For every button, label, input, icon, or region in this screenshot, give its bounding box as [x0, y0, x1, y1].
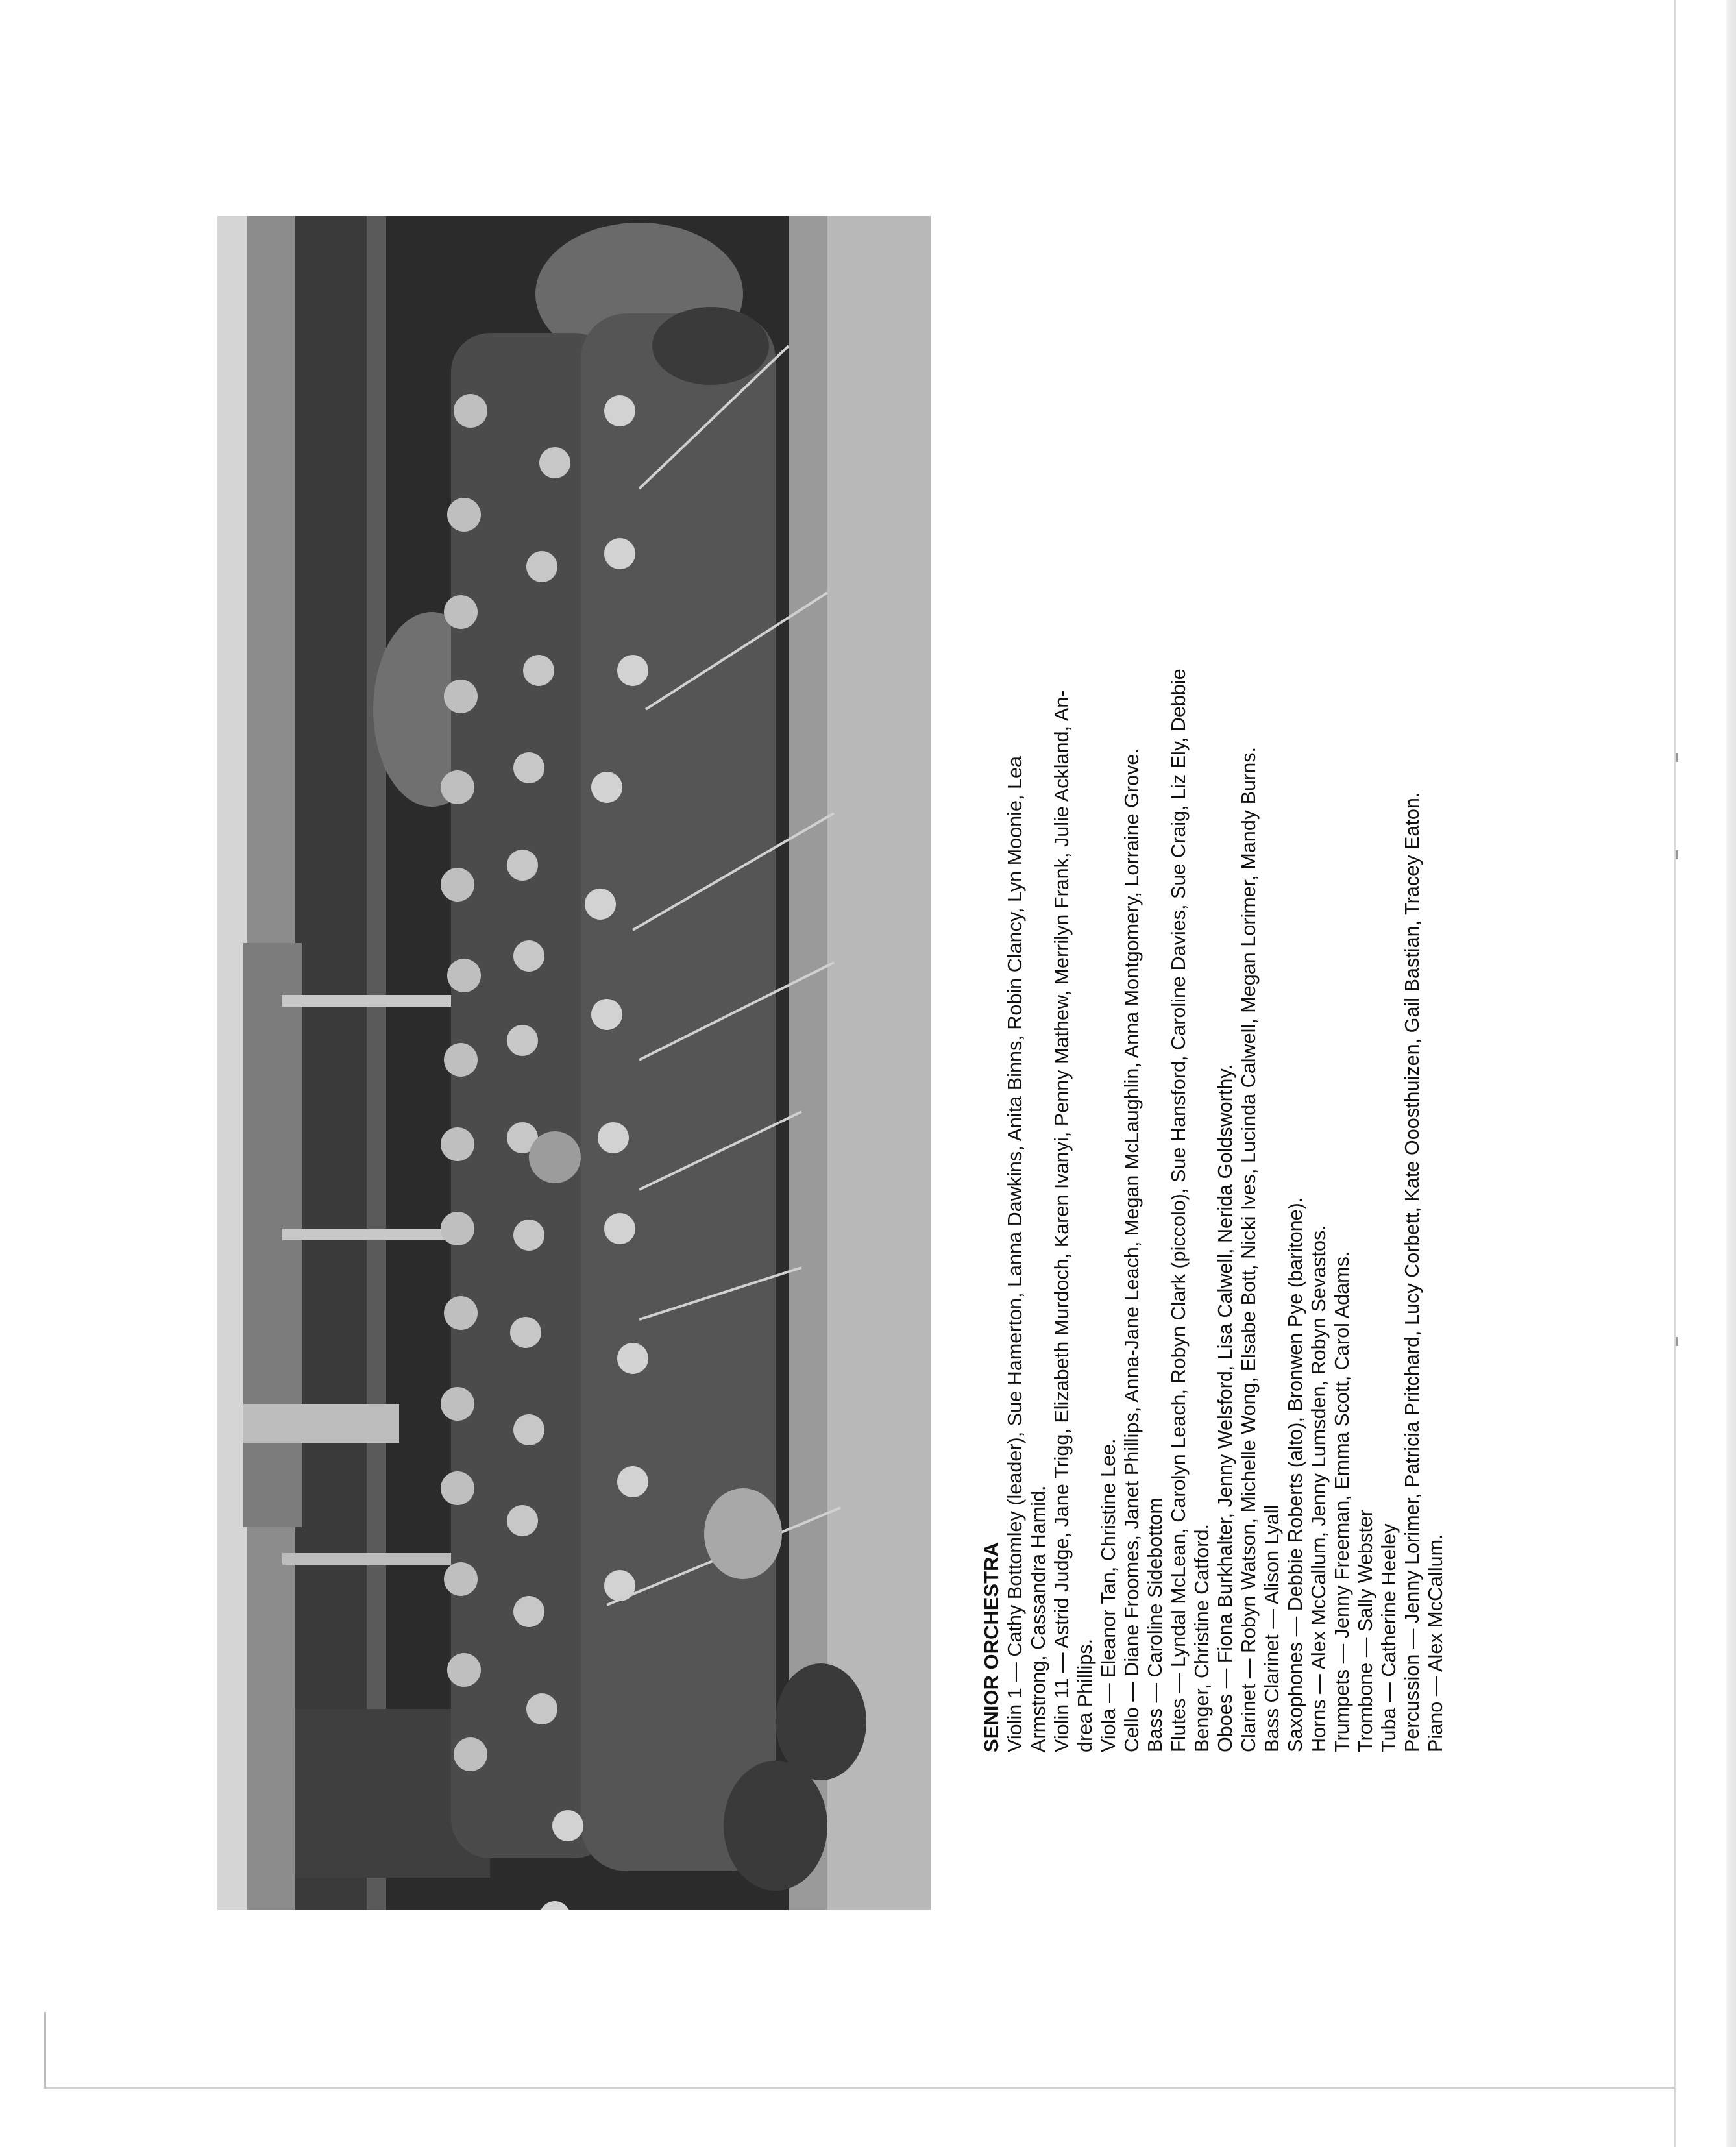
caption-line-cello: Cello — Diane Froomes, Janet Phillips, Anna-Jane Leach, Megan McLaughlin, Anna Montgomery, Lorraine Grove. — [1121, 748, 1143, 1752]
orchestra-photo-illustration — [217, 216, 931, 1910]
caption-line-violin-2-cont: drea Phillips. — [1074, 1638, 1096, 1752]
orchestra-caption — [980, 325, 1467, 1752]
caption-line-saxophones: Saxophones — Debbie Roberts (alto), Bronwen Pye (baritone). — [1284, 1197, 1306, 1752]
binding-mark — [1676, 753, 1678, 762]
caption-line-bass-clarinet: Bass Clarinet — Alison Lyall — [1261, 1504, 1283, 1752]
caption-line-horns: Horns — Alex McCallum, Jenny Lumsden, Robyn Sevastos. — [1308, 1225, 1330, 1752]
caption-line-flutes-cont: Benger, Christine Catford. — [1191, 1523, 1213, 1752]
caption-line-trumpets: Trumpets — Jenny Freeman, Emma Scott, Carol Adams. — [1331, 1251, 1353, 1752]
caption-line-violin-1: Violin 1 — Cathy Bottomley (leader), Sue Hamerton, Lanna Dawkins, Anita Binns, Robin Clancy, Lyn Moonie, Lea — [1004, 755, 1026, 1752]
caption-line-tuba: Tuba — Catherine Heeley — [1378, 1523, 1400, 1752]
caption-line-percussion: Percussion — Jenny Lorimer, Patricia Pritchard, Lucy Corbett, Kate Ooosthuizen, Gail Bastian, Tracey Eaton. — [1401, 792, 1423, 1752]
caption-line-flutes: Flutes — Lyndal McLean, Carolyn Leach, Robyn Clark (piccolo), Sue Hansford, Caroline Davies, Sue Craig, Liz Ely, Debbie — [1168, 669, 1190, 1752]
orchestra-photograph — [217, 216, 931, 1910]
caption-line-bass: Bass — Caroline Sidebottom — [1144, 1497, 1166, 1752]
caption-title: SENIOR ORCHESTRA — [980, 1542, 1003, 1752]
caption-line-viola: Viola — Eleanor Tan, Christine Lee. — [1097, 1438, 1119, 1752]
caption-line-clarinet: Clarinet — Robyn Watson, Michelle Wong, Elsabe Bott, Nicki Ives, Lucinda Calwell, Megan Lorimer, Mandy Burns. — [1238, 746, 1260, 1752]
caption-line-piano: Piano — Alex McCallum. — [1424, 1534, 1447, 1752]
page-left-edge — [44, 2012, 46, 2089]
caption-line-violin-1-cont: Armstrong, Cassandra Hamid. — [1027, 1485, 1049, 1752]
caption-line-trombone: Trombone — Sally Webster — [1354, 1509, 1376, 1752]
page-right-margin — [1726, 0, 1736, 2147]
binding-mark — [1676, 1337, 1678, 1346]
page-bottom-edge — [45, 2087, 1674, 2089]
page-fold-line — [1674, 0, 1676, 2147]
binding-mark — [1676, 850, 1678, 859]
caption-line-violin-2: Violin 11 — Astrid Judge, Jane Trigg, Elizabeth Murdoch, Karen Ivanyi, Penny Mathew, Merrilyn Frank, Julie Ackland, An- — [1051, 690, 1073, 1752]
caption-line-oboes: Oboes — Fiona Burkhalter, Jenny Welsford, Lisa Calwell, Nerida Goldsworthy. — [1214, 1064, 1236, 1752]
